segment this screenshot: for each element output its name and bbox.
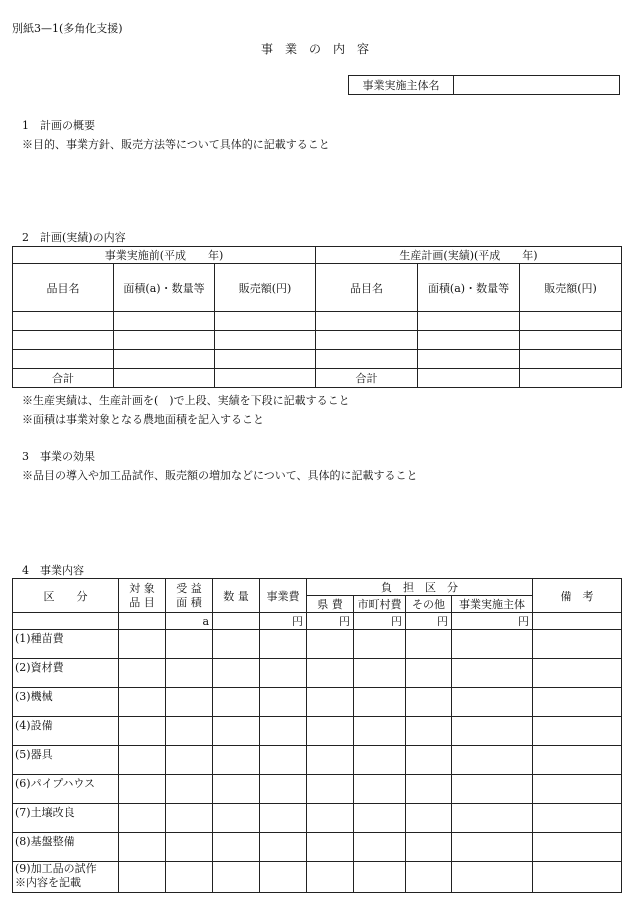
entity-name-field[interactable] [454, 76, 620, 95]
plan-group-header: 生産計画(実績)(平成 年) [316, 247, 622, 264]
col-burden-group: 負 担 区 分 [307, 579, 533, 596]
col-area-qty: 面積(a)・数量等 [418, 264, 520, 312]
unit-yen: 円 [354, 613, 406, 630]
table-row [13, 717, 622, 746]
section3-note: ※品目の導入や加工品試作、販売額の増加などについて、具体的に記載すること [22, 469, 418, 482]
table-row [13, 804, 622, 833]
total-label: 合計 [316, 369, 418, 388]
unit-row [13, 613, 622, 630]
row-label: (6)パイプハウス [13, 775, 119, 804]
table-row [13, 862, 622, 893]
row-label: (1)種苗費 [13, 630, 119, 659]
row-label: (5)器具 [13, 746, 119, 775]
row-label: (2)資材費 [13, 659, 119, 688]
unit-yen: 円 [307, 613, 354, 630]
unit-yen: 円 [452, 613, 533, 630]
section2-heading: 2 計画(実績)の内容 [22, 231, 126, 244]
table-row [13, 775, 622, 804]
col-sales: 販売額(円) [520, 264, 622, 312]
annex-label: 別紙3—1(多角化支援) [12, 22, 123, 35]
col-pref-cost: 県 費 [307, 596, 354, 613]
table-row [13, 746, 622, 775]
col-municipal-cost: 市町村費 [354, 596, 406, 613]
col-item-name: 品目名 [13, 264, 114, 312]
plan-table [12, 246, 622, 388]
col-other: その他 [406, 596, 452, 613]
col-remarks: 備 考 [533, 579, 622, 613]
row-label: (4)設備 [13, 717, 119, 746]
section4-heading: 4 事業内容 [22, 564, 84, 577]
row-label: (9)加工品の試作 ※内容を記載 [13, 862, 119, 893]
col-item-name: 品目名 [316, 264, 418, 312]
row-note: ※内容を記載 [15, 876, 81, 889]
table-row [13, 688, 622, 717]
table-row [13, 350, 622, 369]
col-project-cost: 事業費 [260, 579, 307, 613]
before-group-header: 事業実施前(平成 年) [13, 247, 316, 264]
total-label: 合計 [13, 369, 114, 388]
col-quantity: 数 量 [213, 579, 260, 613]
col-sales: 販売額(円) [215, 264, 316, 312]
section2-note-1: ※生産実績は、生産計画を( )で上段、実績を下段に記載すること [22, 394, 350, 407]
col-kubun: 区 分 [13, 579, 119, 613]
entity-box [348, 75, 620, 95]
table-row [13, 833, 622, 862]
col-target-item: 対 象 品 目 [119, 579, 166, 613]
total-row [13, 369, 622, 388]
page-title: 事 業 の 内 容 [260, 42, 369, 56]
unit-area: a [166, 613, 213, 630]
unit-yen: 円 [260, 613, 307, 630]
project-table [12, 578, 622, 893]
row-label: (7)土壌改良 [13, 804, 119, 833]
section2-note-2: ※面積は事業対象となる農地面積を記入すること [22, 413, 264, 426]
section1-note: ※目的、事業方針、販売方法等について具体的に記載すること [22, 138, 330, 151]
table-row [13, 659, 622, 688]
section1-heading: 1 計画の概要 [22, 119, 95, 132]
table-row [13, 312, 622, 331]
table-row [13, 630, 622, 659]
entity-label: 事業実施主体名 [349, 76, 454, 95]
section3-heading: 3 事業の効果 [22, 450, 95, 463]
row-label: (3)機械 [13, 688, 119, 717]
col-implementer: 事業実施主体 [452, 596, 533, 613]
table-row [13, 331, 622, 350]
col-area-qty: 面積(a)・数量等 [114, 264, 215, 312]
row-label: (8)基盤整備 [13, 833, 119, 862]
col-benefit-area: 受 益 面 積 [166, 579, 213, 613]
unit-yen: 円 [406, 613, 452, 630]
